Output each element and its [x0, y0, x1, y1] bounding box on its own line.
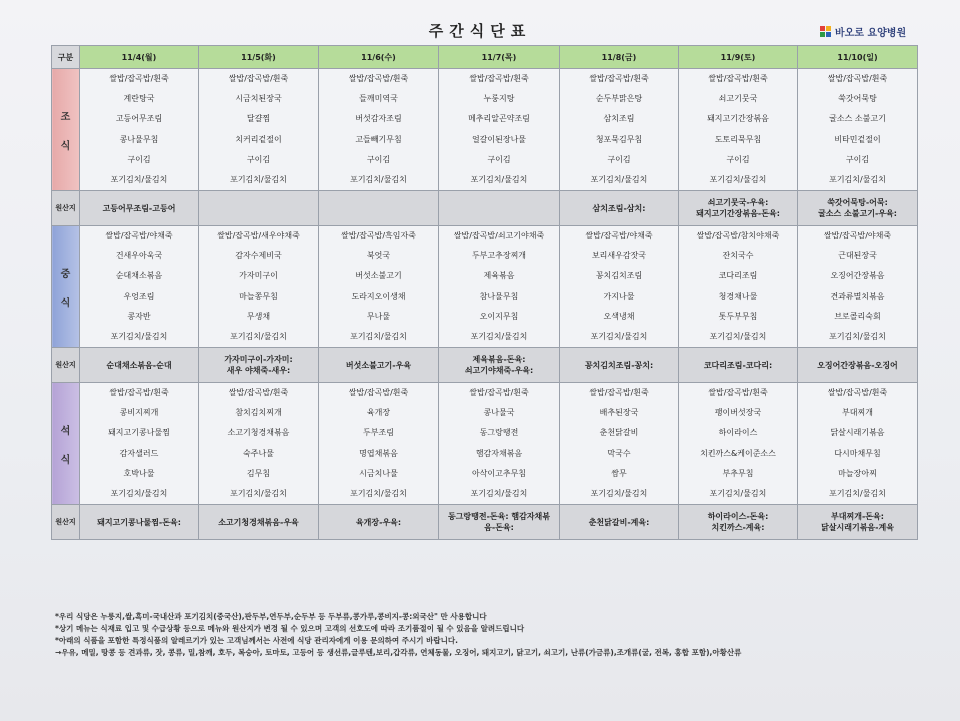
- menu-item: 순두부맑은탕: [595, 93, 643, 103]
- menu-item: 감자샐러드: [119, 448, 159, 458]
- menu-item: 건새우아욱국: [115, 250, 163, 260]
- menu-item: 구이김: [366, 155, 391, 165]
- menu-item: 팽이버섯장국: [714, 407, 762, 417]
- menu-item: 포기김치/물김치: [350, 175, 407, 185]
- menu-item: 쌀밥/잡곡밥/쇠고기야채죽: [453, 230, 545, 240]
- menu-item: 포기김치/물김치: [350, 489, 407, 499]
- menu-item: 다시마채무침: [834, 448, 881, 458]
- header-row: [52, 46, 918, 69]
- menu-item: 포기김치/물김치: [110, 489, 168, 499]
- menu-item: 누룽지탕: [483, 93, 515, 103]
- menu-item: 마늘쫑무침: [239, 291, 278, 301]
- menu-item: 포기김치/물김치: [230, 332, 287, 342]
- meal-cell: [798, 69, 918, 191]
- menu-item: 쌀밥/잡곡밥/흰죽: [708, 73, 768, 83]
- meal-label-bottom: 식: [60, 454, 71, 466]
- menu-item: 포기김치/물김치: [709, 332, 767, 342]
- day-header: 11/6(수): [319, 46, 439, 69]
- menu-item: 쑥갓어묵탕: [838, 93, 877, 103]
- menu-item: 김무침: [246, 469, 271, 479]
- menu-item: 고등어무조림: [115, 114, 163, 124]
- menu-item: 얼갈이된장나물: [471, 134, 527, 144]
- menu-item: 쌀밥/잡곡밥/흰죽: [109, 387, 169, 397]
- menu-item: 견과류멸치볶음: [830, 291, 885, 301]
- menu-item: 참치김치찌개: [235, 407, 282, 417]
- menu-item: 북엇국: [366, 250, 391, 260]
- menu-item: 아삭이고추무침: [471, 469, 527, 479]
- menu-item: 육개장: [366, 407, 391, 417]
- menu-item: 콩나물국: [483, 407, 515, 417]
- notes: [55, 611, 915, 659]
- menu-item: 근대된장국: [838, 250, 877, 260]
- origin-cell: 동그랑땡전-돈육: 햄감자채볶 음-돈육:: [439, 505, 560, 540]
- menu-item: 브로콜리숙회: [834, 312, 881, 322]
- origin-cell: [319, 191, 439, 226]
- menu-item: 쌀밥/잡곡밥/야채죽: [585, 230, 653, 240]
- menu-item: 쌀밥/잡곡밥/흰죽: [469, 73, 529, 83]
- menu-item: 구이김: [726, 155, 750, 165]
- menu-item: 도토리묵무침: [714, 134, 762, 144]
- origin-cell: 춘천닭갈비-계육:: [560, 505, 679, 540]
- menu-item: 배추된장국: [599, 407, 639, 417]
- origin-label: 원산지: [52, 191, 80, 226]
- menu-item: 포기김치/물김치: [590, 332, 648, 342]
- menu-item: 쇠고기뭇국: [718, 93, 758, 103]
- origin-row: [52, 348, 918, 383]
- menu-item: 버섯감자조림: [355, 114, 402, 124]
- menu-item: 두부조림: [363, 428, 394, 438]
- menu-item: 구이김: [246, 155, 271, 165]
- meal-cell: [319, 383, 439, 505]
- origin-cell: 코다리조림-코다리:: [679, 348, 798, 383]
- weekly-menu-table: [51, 45, 918, 540]
- menu-item: 오색냉채: [603, 312, 635, 322]
- origin-cell: 꽁치김치조림-꽁치:: [560, 348, 679, 383]
- menu-item: 포기김치/물김치: [230, 489, 287, 499]
- meal-cell: [439, 69, 560, 191]
- hospital-logo: [820, 24, 906, 39]
- menu-item: 가자미구이: [239, 271, 278, 281]
- origin-cell: [439, 191, 560, 226]
- menu-item: 구이김: [487, 155, 511, 165]
- meal-cell: [679, 69, 798, 191]
- menu-item: 포기김치/물김치: [110, 332, 168, 342]
- origin-label: 원산지: [52, 348, 80, 383]
- menu-item: 호박나물: [123, 469, 155, 479]
- logo-text: 바오로 요양병원: [835, 28, 907, 39]
- menu-item: 부대찌개: [842, 407, 873, 417]
- menu-item: 햄감자채볶음: [475, 448, 523, 458]
- menu-item: 들깨미역국: [359, 93, 398, 103]
- menu-item: 순대채소볶음: [115, 271, 163, 281]
- origin-cell: 쑥갓어묵탕-어묵: 굴소스 소불고기-우육:: [798, 191, 918, 226]
- origin-label: 원산지: [52, 505, 80, 540]
- origin-cell: 하이라이스-돈육: 치킨까스-계육:: [679, 505, 798, 540]
- menu-item: 마늘장아찌: [838, 469, 877, 479]
- menu-item: 하이라이스: [718, 428, 758, 438]
- menu-item: 시금치된장국: [235, 93, 282, 103]
- meal-cell: [560, 383, 679, 505]
- menu-item: 쌈무: [611, 469, 627, 479]
- note-line: *우리 식당은 누룽지,쌀,흑미-국내산과 포기김치(중국산),판두부,연두부,순두부 등 두부류,콩가루,콩비지-콩:외국산" 만 사용합니다: [55, 612, 487, 621]
- day-header: 11/4(월): [80, 46, 199, 69]
- menu-item: 쌀밥/잡곡밥/흰죽: [827, 387, 888, 397]
- origin-cell: 오징어간장볶음-오징어: [798, 348, 918, 383]
- menu-item: 쌀밥/잡곡밥/야채죽: [105, 230, 173, 240]
- origin-cell: 소고기청경채볶음-우육: [199, 505, 319, 540]
- logo-icon: [820, 26, 832, 37]
- menu-item: 포기김치/물김치: [709, 175, 767, 185]
- menu-item: 포기김치/물김치: [470, 175, 528, 185]
- meal-cell: [199, 383, 319, 505]
- menu-item: 막국수: [607, 448, 631, 458]
- menu-item: 계란탕국: [123, 93, 155, 103]
- menu-item: 굴소스 소불고기: [829, 114, 886, 124]
- menu-item: 쌀밥/잡곡밥/흰죽: [827, 73, 888, 83]
- menu-item: 가지나물: [603, 291, 635, 301]
- menu-item: 감자수제비국: [235, 250, 282, 260]
- menu-item: 청포묵김무침: [595, 134, 643, 144]
- menu-item: 달걀찜: [246, 114, 271, 124]
- menu-item: 쌀밥/잡곡밥/흰죽: [348, 387, 409, 397]
- meal-label: [52, 69, 80, 191]
- menu-item: 소고기청경채볶음: [227, 428, 290, 438]
- meal-cell: [679, 226, 798, 348]
- meal-label: [52, 383, 80, 505]
- menu-item: 숙주나물: [243, 448, 274, 458]
- meal-label-bottom: 식: [60, 140, 71, 152]
- origin-cell: 육개장-우육:: [319, 505, 439, 540]
- menu-item: 쌀밥/잡곡밥/흰죽: [708, 387, 768, 397]
- day-header: 11/9(토): [679, 46, 798, 69]
- menu-item: 쌀밥/잡곡밥/흰죽: [228, 73, 289, 83]
- meal-cell: [80, 383, 199, 505]
- menu-item: 구이김: [607, 155, 631, 165]
- menu-item: 치커리겉절이: [235, 134, 282, 144]
- meal-cell: [560, 226, 679, 348]
- menu-item: 고들빼기무침: [355, 134, 402, 144]
- header-label: 구분: [52, 46, 80, 69]
- meal-label-top: 조: [60, 111, 71, 123]
- menu-item: 포기김치/물김치: [590, 175, 648, 185]
- menu-item: 명엽채볶음: [359, 448, 398, 458]
- note-line: *아래의 식품을 포함한 특정식품의 알레르기가 있는 고객님께서는 사전에 식당 관리자에게 이용 문의하여 주시기 바랍니다.: [55, 636, 458, 645]
- menu-item: 쌀밥/잡곡밥/참치야채죽: [696, 230, 780, 240]
- menu-item: 춘천닭갈비: [599, 428, 639, 438]
- origin-cell: 순대채소볶음-순대: [80, 348, 199, 383]
- origin-cell: 돼지고기콩나물찜-돈육:: [80, 505, 199, 540]
- menu-item: 오이지무침: [479, 312, 519, 322]
- meal-row: [52, 69, 918, 191]
- meal-label-top: 중: [60, 268, 71, 280]
- menu-item: 포기김치/물김치: [829, 332, 886, 342]
- day-header: 11/5(화): [199, 46, 319, 69]
- menu-item: 우엉조림: [123, 291, 155, 301]
- origin-cell: 가자미구이-가자미: 새우 야채죽-새우:: [199, 348, 319, 383]
- meal-cell: [80, 69, 199, 191]
- menu-item: 포기김치/물김치: [470, 489, 528, 499]
- origin-cell: 부대찌개-돈육: 닭살시래기볶음-계육: [798, 505, 918, 540]
- menu-item: 두부고추장찌개: [471, 250, 527, 260]
- origin-row: [52, 191, 918, 226]
- meal-cell: [439, 226, 560, 348]
- menu-item: 시금치나물: [359, 469, 398, 479]
- menu-item: 포기김치/물김치: [470, 332, 528, 342]
- meal-cell: [319, 69, 439, 191]
- note-line: →우유, 메밀, 땅콩 등 견과류, 잣, 콩류, 밀,참깨, 호두, 복숭아, 토마토, 고등어 등 생선류,글루텐,보리,갑각류, 연체동물, 오징어, 돼지고기, 닭고기, 쇠고기, 난류(가금류),조개류(굴, 전복, 홍합 포함),아황산류: [55, 648, 742, 657]
- menu-item: 쌀밥/잡곡밥/새우야채죽: [217, 230, 300, 240]
- menu-item: 톳두부무침: [718, 312, 758, 322]
- menu-item: 쌀밥/잡곡밥/흰죽: [109, 73, 169, 83]
- menu-item: 비타민겉절이: [834, 134, 881, 144]
- menu-item: 구이김: [845, 155, 870, 165]
- meal-cell: [439, 383, 560, 505]
- menu-item: 메추리알곤약조림: [468, 114, 530, 124]
- menu-item: 부추무침: [722, 469, 754, 479]
- origin-cell: 제육볶음-돈육: 쇠고기야채죽-우육:: [439, 348, 560, 383]
- menu-item: 포기김치/물김치: [110, 175, 168, 185]
- meal-cell: [560, 69, 679, 191]
- menu-item: 닭살시래기볶음: [830, 428, 885, 438]
- meal-label-top: 석: [60, 425, 71, 437]
- menu-item: 구이김: [127, 155, 151, 165]
- menu-item: 콩나물무침: [119, 134, 159, 144]
- meal-cell: [319, 226, 439, 348]
- menu-item: 쌀밥/잡곡밥/흰죽: [469, 387, 529, 397]
- menu-item: 포기김치/물김치: [829, 489, 886, 499]
- menu-item: 무나물: [366, 312, 391, 322]
- meal-label-bottom: 식: [60, 297, 71, 309]
- meal-row: [52, 383, 918, 505]
- day-header: 11/7(목): [439, 46, 560, 69]
- origin-cell: 쇠고기뭇국-우육: 돼지고기간장볶음-돈육:: [679, 191, 798, 226]
- note-line: *상기 메뉴는 식재료 입고 및 수급상황 등으로 메뉴와 원산지가 변경 될 수 있으며 고객의 선호도에 따라 조기품절이 될 수 있음을 알려드립니다: [55, 624, 525, 633]
- origin-row: [52, 505, 918, 540]
- menu-item: 청경채나물: [718, 291, 758, 301]
- meal-cell: [679, 383, 798, 505]
- meal-label: [52, 226, 80, 348]
- menu-item: 참나물무침: [479, 291, 519, 301]
- page-title: 주간식단표: [428, 22, 532, 40]
- menu-item: 쌀밥/잡곡밥/야채죽: [823, 230, 892, 240]
- menu-item: 쌀밥/잡곡밥/흰죽: [589, 73, 649, 83]
- menu-item: 포기김치/물김치: [829, 175, 886, 185]
- menu-item: 삼치조림: [603, 114, 635, 124]
- menu-item: 포기김치/물김치: [230, 175, 287, 185]
- meal-cell: [199, 226, 319, 348]
- menu-item: 포기김치/물김치: [590, 489, 648, 499]
- menu-item: 오징어간장볶음: [830, 271, 885, 281]
- menu-item: 제육볶음: [483, 271, 515, 281]
- menu-item: 포기김치/물김치: [709, 489, 767, 499]
- menu-item: 돼지고기콩나물찜: [108, 428, 170, 438]
- menu-item: 돼지고기간장볶음: [707, 114, 769, 124]
- menu-item: 콩비지찌개: [119, 407, 159, 417]
- meal-cell: [199, 69, 319, 191]
- meal-cell: [80, 226, 199, 348]
- menu-item: 무생채: [246, 312, 271, 322]
- origin-cell: 삼치조림-삼치:: [560, 191, 679, 226]
- meal-row: [52, 226, 918, 348]
- menu-item: 쌀밥/잡곡밥/흰죽: [228, 387, 289, 397]
- menu-item: 쌀밥/잡곡밥/흰죽: [348, 73, 409, 83]
- menu-item: 꽁치김치조림: [595, 271, 643, 281]
- menu-item: 잔치국수: [722, 250, 754, 260]
- menu-item: 도라지오이생채: [351, 291, 406, 301]
- menu-item: 치킨까스&케이준소스: [700, 448, 776, 458]
- menu-item: 포기김치/물김치: [350, 332, 407, 342]
- day-header: 11/8(금): [560, 46, 679, 69]
- origin-cell: 버섯소불고기-우육: [319, 348, 439, 383]
- origin-cell: 고등어무조림-고등어: [80, 191, 199, 226]
- meal-cell: [798, 226, 918, 348]
- menu-item: 쌀밥/잡곡밥/흰죽: [589, 387, 649, 397]
- day-header: 11/10(일): [798, 46, 918, 69]
- origin-cell: [199, 191, 319, 226]
- menu-item: 버섯소불고기: [355, 271, 402, 281]
- menu-item: 쌀밥/잡곡밥/흑임자죽: [341, 230, 416, 240]
- menu-item: 동그랑땡전: [479, 428, 519, 438]
- meal-cell: [798, 383, 918, 505]
- menu-item: 코다리조림: [718, 271, 758, 281]
- menu-item: 콩자반: [127, 312, 151, 322]
- menu-item: 보리새우감잣국: [591, 250, 647, 260]
